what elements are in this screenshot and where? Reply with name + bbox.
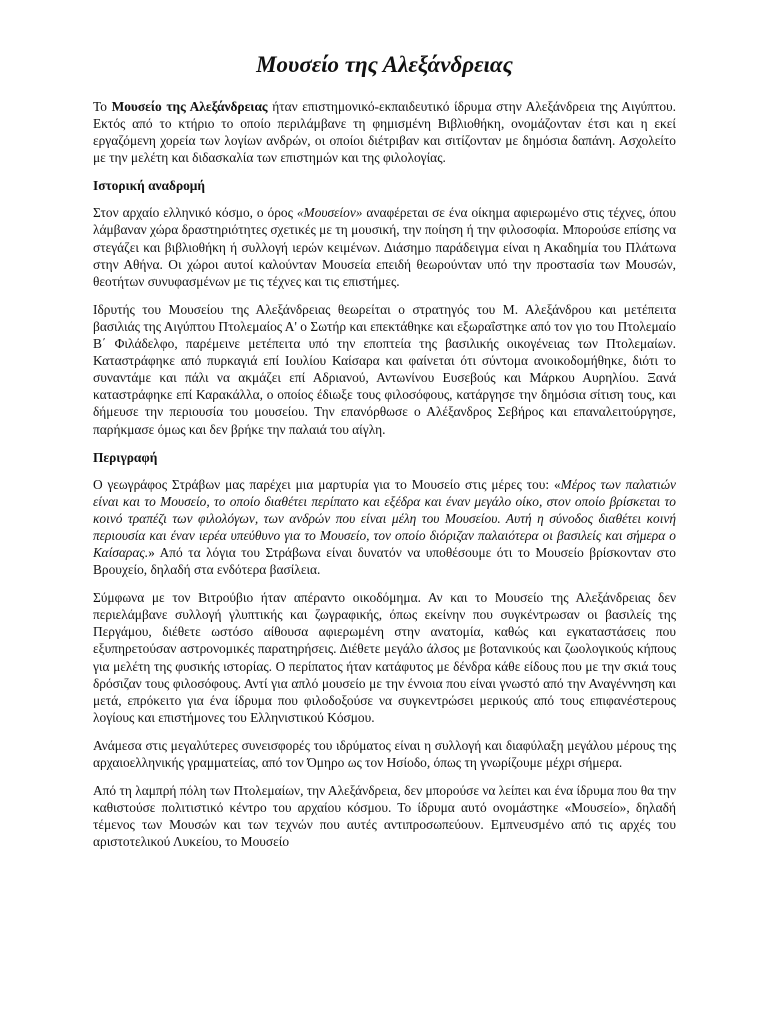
description-paragraph-1	[93, 476, 676, 579]
intro-paragraph	[93, 98, 676, 166]
history-paragraph-1	[93, 204, 676, 289]
intro-rest: ήταν επιστημονικό-εκπαιδευτικό ίδρυμα στην Αλεξάνδρεια της Αιγύπτου. Εκτός από το κτήριο το οποίο περιλάμβανε τη φημισμένη Βιβλιοθήκη, ονομάζονταν έτσι και η εκεί εργαζόμενη χορεία των λογίων ανδρών, οι οποίοι διέτριβαν και σιτίζονταν με δημόσια δαπάνη. Ασχολείτο με την μελέτη και διδασκαλία των επιστημών και της φιλολογίας.	[93, 99, 676, 166]
description-p1-rest: » Από τα λόγια του Στράβωνα είναι δυνατόν να υποθέσουμε ότι το Μουσείο βρίσκονταν στο Βρουχείο, δηλαδή στα ενδότερα βασίλεια.	[93, 544, 676, 578]
history-paragraph-2: Ιδρυτής του Μουσείου της Αλεξάνδρειας θεωρείται ο στρατηγός του Μ. Αλεξάνδρου και μετέπειτα βασιλιάς της Αιγύπτου Πτολεμαίος Α' ο Σωτήρ και επεκτάθηκε και εξωραΐστηκε από τον γιο του Πτολεμαίο Β΄ Φιλάδελφο, παρέμεινε μετέπειτα υπό την εποπτεία της βασιλικής οικογένειας των Πτολεμαίων. Καταστράφηκε από πυρκαγιά επί Ιουλίου Καίσαρα και φαίνεται ότι σύντομα ανοικοδομήθηκε, διότι το συναντάμε και πάλι να ακμάζει επί Αδριανού, Αντωνίνου Ευσεβούς και Μάρκου Αυρηλίου. Ξανά καταστράφηκε επί Καρακάλλα, ο οποίος έδιωξε τους φιλοσόφους, κατάργησε την δημόσια σίτιση τους, και δήμευσε την περιουσία του μουσείου. Την επανόρθωσε ο Αλέξανδρος Σεβήρος και επαναλειτούργησε, παρήκμασε όμως και δεν βρήκε την παλαιά του αίγλη.	[93, 301, 676, 437]
history-p1-italic: «Μουσείον»	[296, 205, 363, 221]
history-p1-lead: Στον αρχαίο ελληνικό κόσμο, ο όρος	[93, 205, 297, 221]
description-paragraph-3: Ανάμεσα στις μεγαλύτερες συνεισφορές του ιδρύματος είναι η συλλογή και διαφύλαξη μεγάλου μέρους της αρχαιοελληνικής γραμματείας, από τον Όμηρο ως τον Ησίοδο, όπως τη γνωρίζουμε μέχρι σήμερα.	[93, 737, 676, 770]
section-heading-history: Ιστορική αναδρομή	[93, 178, 206, 194]
intro-bold-term: Μουσείο της Αλεξάνδρειας	[111, 99, 268, 114]
description-p1-lead: Ο γεωγράφος Στράβων μας παρέχει μια μαρτυρία για το Μουσείο στις μέρες του: «	[93, 476, 561, 492]
intro-lead: Το	[93, 99, 112, 114]
section-heading-description: Περιγραφή	[93, 449, 158, 465]
document-title: Μουσείο της Αλεξάνδρειας	[256, 52, 513, 77]
description-paragraph-4: Από τη λαμπρή πόλη των Πτολεμαίων, την Αλεξάνδρεια, δεν μπορούσε να λείπει και ένα ίδρυμα που θα την καθιστούσε πολιτιστικό κέντρο του αρχαίου κόσμου. Το ίδρυμα αυτό ονομάστηκε «Μουσείο», δηλαδή τέμενος των Μουσών και των τεχνών που αυτές αντιπροσωπεύουν. Εμπνευσμένο από τις αρχές του αριστοτελικού Λυκείου, το Μουσείο	[93, 783, 676, 850]
description-p1-quote: Μέρος των παλατιών είναι και το Μουσείο, το οποίο διαθέτει περίπατο και εξέδρα και έναν μεγάλο οίκο, στον οποίο βρίσκεται το κοινό τραπέζι των φιλολόγων, των ανδρών που είναι μέλη του Μουσείου. Αυτή η σύνοδος διαθέτει κοινή περιουσία και έναν ιερέα υπεύθυνο για το Μουσείο, τον οποίο διόριζαν παλαιότερα οι βασιλείς και σήμερα ο Καίσαρας.	[93, 476, 676, 560]
history-p1-rest: αναφέρεται σε ένα οίκημα αφιερωμένο στις τέχνες, όπου λάμβαναν χώρα δραστηριότητες σχετικές με τη μουσική, την ποίηση ή την φιλοσοφία. Μπορούσε επίσης να στεγάζει και βιβλιοθήκη ή συλλογή ιερών κειμένων. Διάσημο παράδειγμα είναι η Ακαδημία του Πλάτωνα στην Αθήνα. Οι χώροι αυτοί καλούνταν Μουσεία επειδή θεωρούνταν υπό την προστασία των Μουσών, θεοτήτων συνυφασμένων με τις τέχνες και τις επιστήμες.	[93, 205, 676, 289]
description-paragraph-2: Σύμφωνα με τον Βιτρούβιο ήταν απέραντο οικοδόμημα. Αν και το Μουσείο της Αλεξάνδρειας δεν περιελάμβανε συλλογή γλυπτικής και ζωγραφικής, όπως εκείνην που συγκέντρωσαν οι βασιλείς της Περγάμου, διέθετε ωστόσο αίθουσα αφιερωμένη στην ανατομία, καθώς και εγκαταστάσεις που εξυπηρετούσαν αστρονομικές παρατηρήσεις. Διέθετε μεγάλο άλσος με βοτανικούς και ζωολογικούς κήπους για μελέτη της φυσικής ιστορίας. Ο περίπατος ήταν κατάφυτος με δένδρα κάθε είδους που με την σκιά τους δρόσιζαν τους φιλοσόφους. Αντί για απλό μουσείο με την έννοια που είναι γνωστό από την Αναγέννηση και μετά, επρόκειτο για ένα ίδρυμα που φιλοδοξούσε να συγκεντρώσει μερικούς από τους επιφανέστερους λογίους και επιστήμονες του Ελληνιστικού Κόσμου.	[93, 590, 676, 725]
